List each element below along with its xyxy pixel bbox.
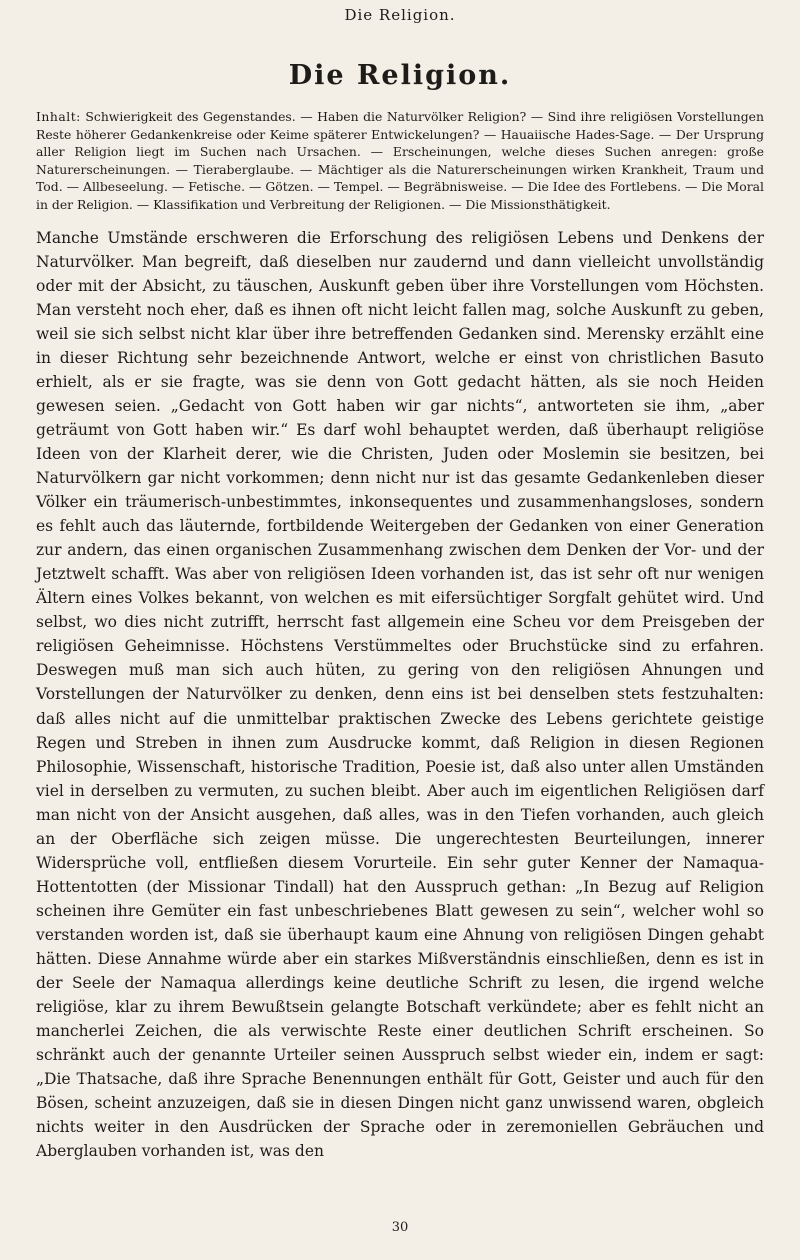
body-paragraph: Manche Umstände erschweren die Erforschung des religiösen Lebens und Denkens der Naturvölker. Man begreift, daß dieselben nur zaudernd und dann vielleicht unvollständig oder mit der Absicht, zu täuschen, Auskunft geben über ihre Vorstellungen vom Höchsten. Man versteht noch eher, daß es ihnen oft nicht leicht fallen mag, solche Auskunft zu geben, weil sie sich selbst nicht klar über ihre betreffenden Gedanken sind. Merensky erzählt eine in dieser Richtung sehr bezeichnende Antwort, welche er einst von christlichen Basuto erhielt, als er sie fragte, was sie denn von Gott gedacht hätten, als sie noch Heiden gewesen seien. „Gedacht von Gott haben wir gar nichts“, antworteten sie ihm, „aber geträumt von Gott haben wir.“ Es darf wohl behauptet werden, daß überhaupt religiöse Ideen von der Klarheit derer, wie die Christen, Juden oder Moslemin sie besitzen, bei Naturvölkern gar nicht vorkommen; denn nicht nur ist das gesamte Gedankenleben dieser Völker ein träumerisch-unbestimmtes, inkonsequentes und zusammenhangsloses, sondern es fehlt auch das läuternde, fortbildende Weitergeben der Gedanken von einer Generation zur andern, das einen organischen Zusammenhang zwischen dem Denken der Vor- und der Jetztwelt schafft. Was aber von religiösen Ideen vorhanden ist, das ist sehr oft nur wenigen Ältern eines Volkes bekannt, von welchen es mit eifersüchtiger Sorgfalt gehütet wird. Und selbst, wo dies nicht zutrifft, herrscht fast allgemein eine Scheu vor dem Preisgeben der religiösen Geheimnisse. Höchstens Verstümmeltes oder Bruchstücke sind zu erfahren. Deswegen muß man sich auch hüten, zu gering von den religiösen Ahnungen und Vorstellungen der Naturvölker zu denken, denn eins ist bei denselben stets festzuhalten: daß alles nicht auf die unmittelbar praktischen Zwecke des Lebens gerichtete geistige Regen und Streben in ihnen zum Ausdrucke kommt, daß Religion in diesen Regionen Philosophie, Wissenschaft, historische Tradition, Poesie ist, daß also unter allen Umständen viel in derselben zu vermuten, zu suchen bleibt. Aber auch im eigentlichen Religiösen darf man nicht von der Ansicht ausgehen, daß alles, was in den Tiefen vorhanden, auch gleich an der Oberfläche sich zeigen müsse. Die ungerechtesten Beurteilungen, innerer Widersprüche voll, entfließen diesem Vorurteile. Ein sehr guter Kenner der Namaqua-Hottentotten (der Missionar Tindall) hat den Ausspruch gethan: „In Bezug auf Religion scheinen ihre Gemüter ein fast unbeschriebenes Blatt gewesen zu sein“, welcher wohl so verstanden worden ist, daß sie überhaupt kaum eine Ahnung von religiösen Dingen gehabt hätten. Diese Annahme würde aber ein starkes Mißverständnis einschließen, denn es ist in der Seele der Namaqua allerdings keine deutliche Schrift zu lesen, die irgend welche religiöse, klar zu ihrem Bewußtsein gelangte Botschaft verkündete; aber es fehlt nicht an mancherlei Zeichen, die als verwischte Reste einer deutlichen Schrift erscheinen. So schränkt auch der genannte Urteiler seinen Ausspruch selbst wieder ein, indem er sagt: „Die Thatsache, daß ihre Sprache Benennungen enthält für Gott, Geister und auch für den Bösen, scheint anzuzeigen, daß sie in diesen Dingen nicht ganz unwissend waren, obgleich nichts weiter in den Ausdrücken der Sprache oder in zeremoniellen Gebräuchen und Aberglauben vorhanden ist, was den xyxy=(36,228,764,1161)
chapter-summary xyxy=(36,108,764,214)
running-head: Die Religion. xyxy=(344,6,456,24)
summary-lead: Inhalt: xyxy=(36,109,81,124)
chapter-title: Die Religion. xyxy=(288,60,512,91)
page-number: 30 xyxy=(391,1220,409,1235)
summary-text: Schwierigkeit des Gegenstandes. — Haben die Naturvölker Religion? — Sind ihre religiösen Vorstellungen Reste höherer Gedankenkreise oder Keime späterer Entwickelungen? — Hauaiische Hades-Sage. — Der Ursprung aller Religion liegt im Suchen nach Ursachen. — Erscheinungen, welche dieses Suchen anregen: große Naturerscheinungen. — Tieraberglaube. — Mächtiger als die Naturerscheinungen wirken Krankheit, Traum und Tod. — Allbeseelung. — Fetische. — Götzen. — Tempel. — Begräbnisweise. — Die Idee des Fortlebens. — Die Moral in der Religion. — Klassifikation und Verbreitung der Religionen. — Die Missionsthätigkeit. xyxy=(36,109,764,212)
